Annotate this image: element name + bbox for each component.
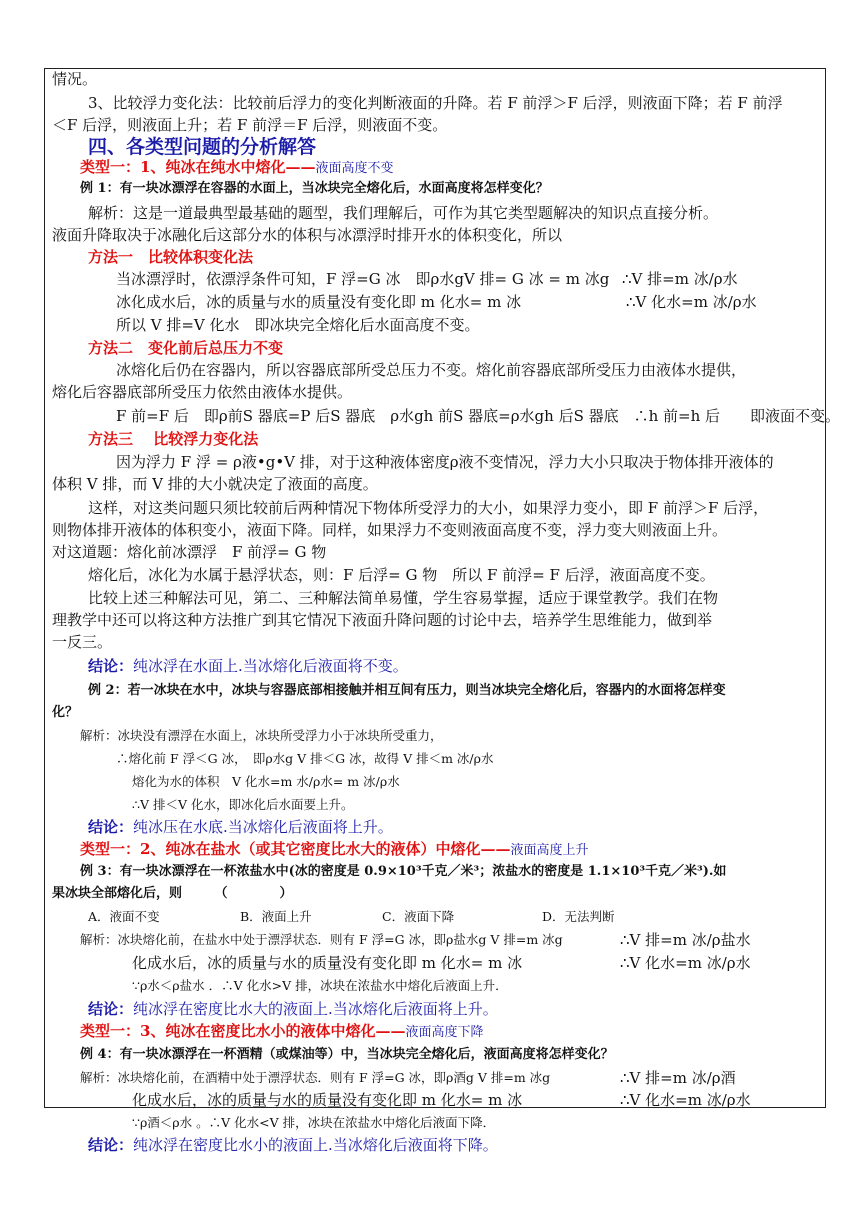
type-heading-result: 液面高度不变 (315, 161, 394, 176)
conclusion (88, 1000, 498, 1018)
text-line: 3、比较浮力变化法：比较前后浮力的变化判断液面的升降。若 F 前浮＞F 后浮，则液面下降；若 F 前浮 (88, 94, 783, 112)
text-line: 解析：冰块熔化前，在盐水中处于漂浮状态．则有 F 浮=G 冰，即ρ盐水g V 排=m 冰g (80, 932, 563, 947)
type-heading (80, 840, 588, 860)
text-line: 解析：冰块熔化前，在酒精中处于漂浮状态．则有 F 浮=G 冰，即ρ酒g V 排=m 冰g (80, 1070, 551, 1085)
type-heading (80, 1022, 483, 1042)
text-line: 化成水后，冰的质量与水的质量没有变化即 m 化水= m 冰 (132, 954, 523, 972)
text-line: 熔化后容器底部所受压力依然由液体水提供。 (52, 383, 353, 401)
text-line: 当冰漂浮时，依漂浮条件可知，F 浮=G 冰 即ρ水gV 排= G 冰 = m 冰g (116, 270, 610, 288)
example-question: 果冰块全部熔化后，则 （ ） (52, 886, 293, 901)
example-question: 例 2：若一冰块在水中，冰块与容器底部相接触并相互间有压力，则当冰块完全熔化后，容器内的水面将怎样变 (88, 683, 726, 698)
example-question: 化？ (52, 705, 79, 720)
text-line: 熔化为水的体积 V 化水=m 水/ρ水= m 冰/ρ水 (132, 774, 400, 789)
option-a: A．液面不变 (88, 909, 160, 924)
text-line: 这样，对这类问题只须比较前后两种情况下物体所受浮力的大小，如果浮力变小，即 F 前浮＞F 后浮， (88, 499, 769, 517)
type-heading-label: 类型一：1、纯冰在纯水中熔化—— (80, 158, 316, 176)
text-line: 解析：这是一道最典型最基础的题型，我们理解后，可作为其它类型题解决的知识点直接分析。 (88, 204, 719, 222)
formula: ∴V 化水=m 冰/ρ水 (620, 1091, 751, 1109)
formula: ∴V 化水=m 冰/ρ水 (626, 293, 757, 311)
method-heading: 方法一 比较体积变化法 (88, 248, 254, 266)
text-line: 因为浮力 F 浮 = ρ液•g•V 排，对于这种液体密度ρ液不变情况，浮力大小只取决于物体排开液体的 (116, 453, 774, 471)
conclusion-label: 结论： (88, 1000, 134, 1018)
text-line: 解析：冰块没有漂浮在水面上，冰块所受浮力小于冰块所受重力， (80, 728, 443, 743)
text-line: 情况。 (52, 70, 98, 88)
section-heading: 四、各类型问题的分析解答 (88, 136, 317, 158)
text-line: 对这道题：熔化前冰漂浮 F 前浮= G 物 (52, 543, 327, 561)
example-question: 例 4：有一块冰漂浮在一杯酒精（或煤油等）中，当冰块完全熔化后，液面高度将怎样变化？ (80, 1047, 614, 1062)
conclusion-text: 纯冰浮在水面上.当冰熔化后液面将不变。 (133, 657, 408, 675)
text-line: 冰化成水后，冰的质量与水的质量没有变化即 m 化水= m 冰 (116, 293, 522, 311)
option-b: B．液面上升 (240, 909, 312, 924)
formula: ∴V 排=m 冰/ρ酒 (620, 1069, 736, 1087)
method-heading: 方法二 变化前后总压力不变 (88, 339, 284, 357)
text-line: 化成水后，冰的质量与水的质量没有变化即 m 化水= m 冰 (132, 1091, 523, 1109)
text-line: 液面升降取决于冰融化后这部分水的体积与冰漂浮时排开水的体积变化，所以 (52, 226, 563, 244)
text-line: 熔化后，冰化为水属于悬浮状态，则：F 后浮= G 物 所以 F 前浮= F 后浮，液面高度不变。 (88, 566, 715, 584)
text-line: F 前=F 后 即ρ前S 器底=P 后S 器底 ρ水gh 前S 器底=ρ水gh 后S 器底 ∴h 前=h 后 即液面不变。 (116, 407, 841, 425)
conclusion (88, 657, 408, 675)
type-heading-label: 类型一：2、纯冰在盐水（或其它密度比水大的液体）中熔化—— (80, 840, 511, 858)
conclusion-label: 结论： (88, 1136, 134, 1154)
conclusion (88, 818, 393, 836)
text-line: ＜F 后浮，则液面上升；若 F 前浮＝F 后浮，则液面不变。 (52, 116, 448, 134)
type-heading (80, 158, 393, 178)
document-frame (44, 68, 826, 1108)
text-line: ∵ρ酒＜ρ水 。∴V 化水<V 排，冰块在浓盐水中熔化后液面下降． (132, 1115, 496, 1130)
example-question: 例 1：有一块冰漂浮在容器的水面上，当冰块完全熔化后，水面高度将怎样变化？ (80, 181, 549, 196)
conclusion-text: 纯冰浮在密度比水小的液面上.当冰熔化后液面将下降。 (133, 1136, 498, 1154)
conclusion-text: 纯冰压在水底.当冰熔化后液面将上升。 (133, 818, 393, 836)
option-c: C．液面下降 (382, 909, 455, 924)
text-line: 比较上述三种解法可见，第二、三种解法简单易懂，学生容易掌握，适应于课堂教学。我们在物 (88, 589, 719, 607)
conclusion-label: 结论： (88, 657, 134, 675)
text-line: 理教学中还可以将这种方法推广到其它情况下液面升降问题的讨论中去，培养学生思维能力，做到举 (52, 611, 713, 629)
text-line: 冰熔化后仍在容器内，所以容器底部所受总压力不变。熔化前容器底部所受压力由液体水提供， (116, 361, 747, 379)
text-line: 体积 V 排，而 V 排的大小就决定了液面的高度。 (52, 475, 378, 493)
formula: ∴V 化水=m 冰/ρ水 (620, 954, 751, 972)
type-heading-result: 液面高度下降 (405, 1025, 484, 1040)
text-line: 一反三。 (52, 633, 113, 651)
text-line: ∵ρ水＜ρ盐水 ．∴V 化水>V 排，冰块在浓盐水中熔化后液面上升． (132, 978, 508, 993)
type-heading-result: 液面高度上升 (510, 843, 589, 858)
text-line: ∴熔化前 F 浮＜G 冰， 即ρ水g V 排＜G 冰，故得 V 排＜m 冰/ρ水 (116, 751, 494, 766)
type-heading-label: 类型一：3、纯冰在密度比水小的液体中熔化—— (80, 1022, 406, 1040)
conclusion-text: 纯冰浮在密度比水大的液面上.当冰熔化后液面将上升。 (133, 1000, 498, 1018)
text-line: 所以 V 排=V 化水 即冰块完全熔化后水面高度不变。 (116, 316, 480, 334)
formula: ∴V 排=m 冰/ρ水 (622, 270, 738, 288)
example-question: 例 3：有一块冰漂浮在一杯浓盐水中(冰的密度是 0.9×10³千克／米³；浓盐水的密度是 1.1×10³千克／米³).如 (80, 864, 727, 879)
text-line: 则物体排开液体的体积变小，液面下降。同样，如果浮力不变则液面高度不变，浮力变大则液面上升。 (52, 521, 728, 539)
option-d: D．无法判断 (542, 909, 615, 924)
text-line: ∴V 排＜V 化水，即冰化后水面要上升。 (132, 797, 354, 812)
conclusion (88, 1136, 498, 1154)
formula: ∴V 排=m 冰/ρ盐水 (620, 931, 751, 949)
method-heading: 方法三 比较浮力变化法 (88, 430, 259, 448)
conclusion-label: 结论： (88, 818, 134, 836)
